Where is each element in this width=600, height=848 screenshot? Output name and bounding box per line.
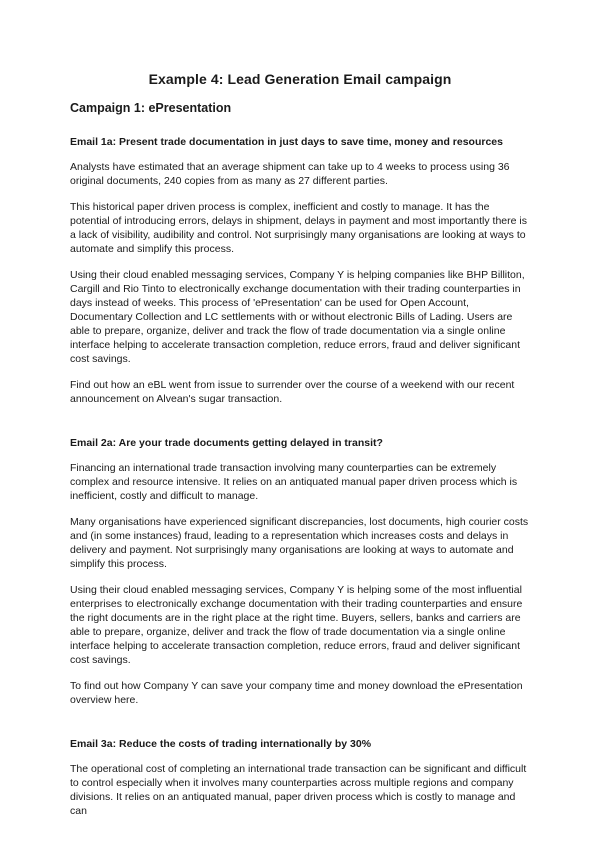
paragraph: Using their cloud enabled messaging services, Company Y is helping companies like BHP Billiton, Cargill and Rio Tinto to electronically exchange documentation with their trading counterparties in days instead of weeks. This process of 'ePresentation' can be used for Open Account, Documentary Collection and LC settlements with or without electronic Bills of Lading. Users are able to prepare, organize, deliver and track the flow of trade documentation via a single online interface helping to accelerate transaction completion, reduce errors, fraud and deliver significant cost savings. bbox=[70, 269, 525, 365]
email-3a-heading: Email 3a: Reduce the costs of trading internationally by 30% bbox=[70, 738, 372, 750]
email-2a-heading: Email 2a: Are your trade documents getting delayed in transit? bbox=[70, 437, 383, 449]
email-section-2a bbox=[70, 436, 530, 707]
paragraph: Financing an international trade transaction involving many counterparties can be extremely complex and resource intensive. It relies on an antiquated manual paper driven process which is inefficient, costly and difficult to manage. bbox=[70, 462, 518, 502]
email-section-1a bbox=[70, 135, 530, 406]
paragraph: Find out how an eBL went from issue to surrender over the course of a weekend with our recent announcement on Alvean's sugar transaction. bbox=[70, 379, 515, 405]
paragraph: Using their cloud enabled messaging services, Company Y is helping some of the most influential enterprises to electronically exchange documentation with their trading counterparties and ensure the right documents are in the right place at the right time. Buyers, sellers, banks and carriers are able to prepare, organize, deliver and track the flow of trade documentation via a single online interface helping to accelerate transaction completion, reduce errors, fraud and deliver significant cost savings. bbox=[70, 584, 523, 666]
campaign-heading: Campaign 1: ePresentation bbox=[70, 101, 232, 115]
email-section-3a bbox=[70, 737, 530, 818]
paragraph: Analysts have estimated that an average shipment can take up to 4 weeks to process using 36 original documents, 240 copies from as many as 27 different parties. bbox=[70, 161, 510, 187]
paragraph: Many organisations have experienced significant discrepancies, lost documents, high courier costs and (in some instances) fraud, leading to a representation which increases costs and delays in delivery and payment. Not surprisingly many organisations are looking at ways to automate and simplify this process. bbox=[70, 516, 529, 570]
paragraph: To find out how Company Y can save your company time and money download the ePresentation overview here. bbox=[70, 680, 523, 706]
paragraph: The operational cost of completing an international trade transaction can be significant and difficult to control especially when it involves many counterparties across multiple regions and company divisions. It relies on an antiquated manual, paper driven process which is costly to manage and can bbox=[70, 763, 527, 817]
paragraph: This historical paper driven process is complex, inefficient and costly to manage. It has the potential of introducing errors, delays in shipment, delays in payment and most importantly there is a lack of visibility, audibility and control. Not surprisingly many organisations are looking at ways to automate and simplify this process. bbox=[70, 201, 527, 255]
email-1a-heading: Email 1a: Present trade documentation in just days to save time, money and resources bbox=[70, 136, 503, 148]
document-title: Example 4: Lead Generation Email campaign bbox=[148, 71, 452, 87]
